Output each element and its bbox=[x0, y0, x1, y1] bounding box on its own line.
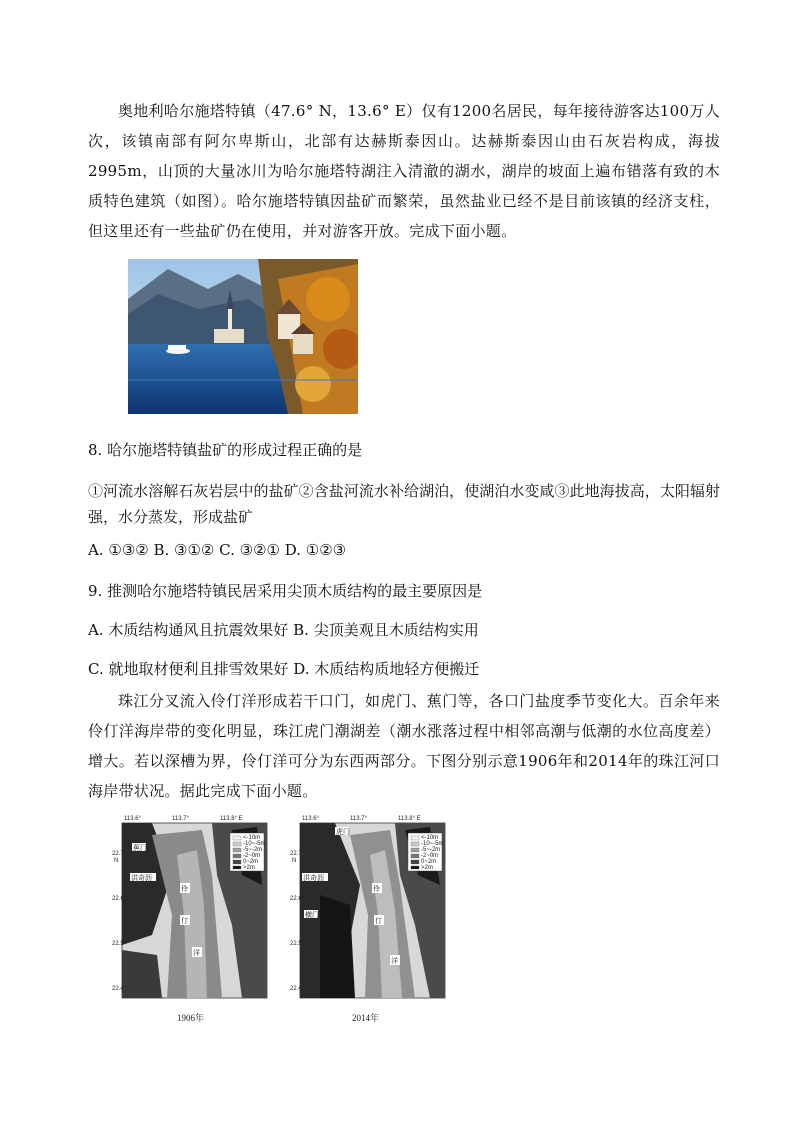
legend-row-5: 0~2m bbox=[421, 859, 437, 865]
lat-tick-4: 22.4° bbox=[112, 986, 127, 992]
lat-tick-2: 22.6° bbox=[290, 896, 305, 902]
label-hengmen: 横门 bbox=[305, 912, 319, 919]
map-1906 bbox=[112, 815, 272, 1005]
question-9-options-ab: A. 木质结构通风且抗震效果好 B. 尖顶美观且木质结构实用 bbox=[88, 621, 479, 639]
lon-tick-2: 113.7° bbox=[172, 816, 189, 822]
lat-tick-3: 22.5° bbox=[290, 941, 305, 947]
lon-tick-1: 113.6° bbox=[302, 816, 319, 822]
question-8-description: ①河流水溶解石灰岩层中的盐矿②含盐河流水补给湖泊，使湖泊水变咸③此地海拔高，太阳辐射强，水分蒸发，形成盐矿 bbox=[88, 482, 720, 526]
label-hongqili: 洪奇沥 bbox=[303, 875, 324, 882]
lat-tick-1: 22.7° bbox=[290, 851, 305, 857]
label-humen: 虎门 bbox=[336, 829, 350, 836]
legend-row-3: -5~-2m bbox=[243, 847, 263, 853]
caption-2014: 2014年 bbox=[352, 1013, 380, 1023]
label-hongqili: 洪奇沥 bbox=[131, 875, 152, 882]
legend-row-5: 0~2m bbox=[243, 859, 259, 865]
label-jiaomen: 蕉门 bbox=[133, 845, 147, 852]
question-9-stem: 9. 推测哈尔施塔特镇民居采用尖顶木质结构的最主要原因是 bbox=[88, 582, 483, 600]
lat-unit: N bbox=[114, 858, 119, 864]
lon-tick-2: 113.7° bbox=[350, 816, 367, 822]
question-8-options: A. ①③② B. ③①② C. ③②① D. ①②③ bbox=[88, 541, 347, 559]
question-9-options-cd: C. 就地取材便利且排雪效果好 D. 木质结构质地轻方便搬迁 bbox=[88, 660, 480, 678]
lon-tick-3: 113.8° E bbox=[220, 816, 243, 822]
legend-row-1: <-10m bbox=[421, 835, 439, 841]
label-yang: 洋 bbox=[193, 950, 200, 957]
label-ling: 伶 bbox=[373, 886, 380, 893]
map-2014 bbox=[290, 815, 450, 1005]
legend-row-6: >2m bbox=[421, 865, 433, 871]
passage-pearl-river: 珠江分叉流入伶仃洋形成若干口门，如虎门、蕉门等，各口门盐度季节变化大。百余年来伶仃洋海岸带的变化明显，珠江虎门潮湖差（潮水涨落过程中相邻高潮与低潮的水位高度差）增大。若以深槽为界，伶仃洋可分为东西两部分。下图分别示意1906年和2014年的珠江河口海岸带状况。据此完成下面小题。 bbox=[88, 692, 720, 800]
hallstatt-photo bbox=[128, 259, 358, 414]
legend-row-2: -10~-5m bbox=[421, 841, 444, 847]
lat-tick-1: 22.7° bbox=[112, 851, 127, 857]
caption-1906: 1906年 bbox=[177, 1013, 205, 1023]
lon-tick-3: 113.8° E bbox=[398, 816, 421, 822]
lat-unit: N bbox=[292, 858, 297, 864]
label-ling: 伶 bbox=[181, 886, 188, 893]
passage-hallstatt: 奥地利哈尔施塔特镇（47.6° N，13.6° E）仅有1200名居民，每年接待游客达100万人次，该镇南部有阿尔卑斯山，北部有达赫斯泰因山。达赫斯泰因山由石灰岩构成，海拔2995m，山顶的大量冰川为哈尔施塔特湖注入清澈的湖水，湖岸的坡面上遍布错落有致的木质特色建筑（如图）。哈尔施塔特镇因盐矿而繁荣，虽然盐业已经不是目前该镇的经济支柱，但这里还有一些盐矿仍在使用，并对游客开放。完成下面小题。 bbox=[88, 102, 720, 240]
lon-tick-1: 113.6° bbox=[124, 816, 141, 822]
lat-tick-2: 22.6° bbox=[112, 896, 127, 902]
hallstatt-lake-image bbox=[128, 259, 358, 414]
label-ding: 仃 bbox=[181, 918, 188, 925]
question-8-stem: 8. 哈尔施塔特镇盐矿的形成过程正确的是 bbox=[88, 441, 363, 459]
lat-tick-4: 22.4° bbox=[290, 986, 305, 992]
lat-tick-3: 22.5° bbox=[112, 941, 127, 947]
legend-row-2: -10~-5m bbox=[243, 841, 266, 847]
legend-row-3: -5~-2m bbox=[421, 847, 441, 853]
label-ding: 仃 bbox=[375, 918, 382, 925]
legend-row-4: -2~0m bbox=[243, 853, 261, 859]
legend-row-4: -2~0m bbox=[421, 853, 439, 859]
label-yang: 洋 bbox=[391, 958, 398, 965]
legend-row-6: >2m bbox=[243, 865, 255, 871]
legend-row-1: <-10m bbox=[243, 835, 261, 841]
